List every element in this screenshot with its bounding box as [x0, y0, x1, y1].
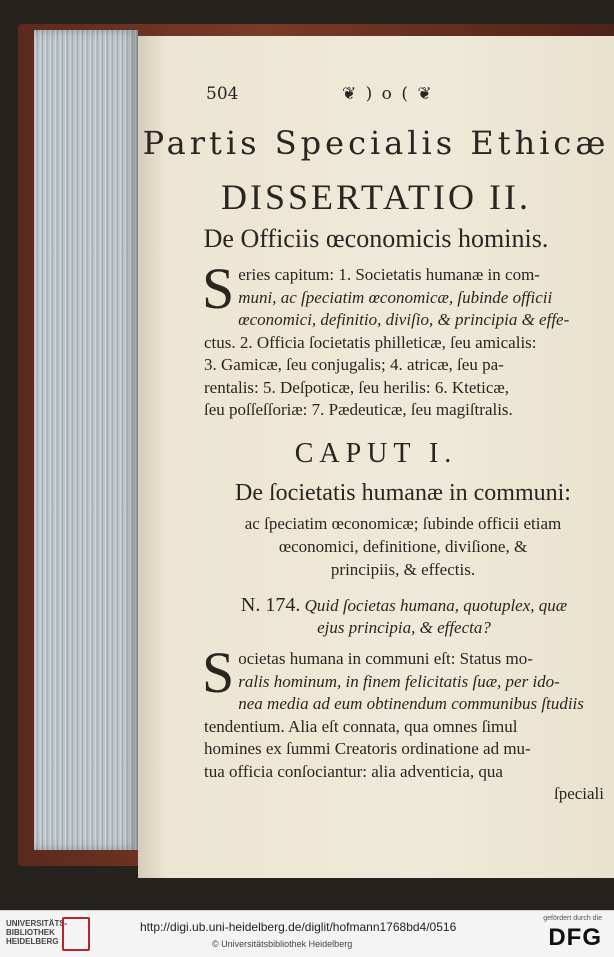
intro-line: muni, ac ſpeciatim œconomicæ, ſubinde officii	[238, 287, 553, 307]
body-line: homines ex ſummi Creatoris ordinatione ad mu-	[204, 739, 531, 758]
intro-line: rentalis: 5. Deſpoticæ, ſeu herilis: 6. Kteticæ,	[204, 377, 509, 397]
page-edges	[34, 30, 138, 850]
chapter-description-line: principiis, & effectis.	[330, 560, 476, 579]
header-ornament: ❦ ) o ( ❦	[342, 84, 434, 104]
body-line: ſpeciali	[553, 784, 604, 803]
body-line: ralis hominum, in finem felicitatis ſuæ, per ido-	[238, 671, 560, 691]
chapter-subtitle: De ſocietatis humanæ in communi:	[235, 480, 571, 506]
copyright-notice: © Universitätsbibliothek Heidelberg	[212, 939, 353, 949]
footer-bar	[0, 910, 614, 957]
heading-line-3: De Officiis œconomicis hominis.	[203, 224, 549, 253]
sponsor-caption: gefördert durch die	[543, 915, 602, 922]
permalink[interactable]: http://digi.ub.uni-heidelberg.de/diglit/hofmann1768bd4/0516	[140, 920, 457, 934]
intro-line: 3. Gamicæ, ſeu conjugalis; 4. atricæ, ſeu pa-	[204, 355, 504, 374]
body-line: ocietas humana in communi eſt: Status mo-	[238, 649, 533, 668]
logo-line: UNIVERSITÄTS-	[6, 919, 68, 928]
book-page	[138, 36, 614, 878]
logo-line: BIBLIOTHEK	[6, 928, 55, 937]
body-paragraph	[202, 640, 604, 806]
page-number: 504	[206, 84, 239, 104]
body-line: tua officia conſociantur: alia adventicia, qua	[204, 761, 503, 781]
heading-line-1: Partis Specialis Ethicæ	[142, 124, 610, 162]
intro-line: eries capitum: 1. Societatis humanæ in com-	[238, 265, 540, 284]
question-number: N. 174.	[240, 594, 301, 616]
logo-line: HEIDELBERG	[6, 937, 59, 946]
chapter-description-line: œconomici, definitione, diviſione, &	[278, 537, 528, 556]
library-seal-icon	[62, 917, 90, 951]
body-line: nea media ad eum obtinendum communibus ſtudiis	[238, 694, 584, 713]
intro-dropcap: S	[202, 256, 235, 321]
intro-line: ctus. 2. Officia ſocietatis philleticæ, ſeu amicalis:	[204, 332, 537, 352]
question-line: ejus principia, & effecta?	[317, 618, 491, 637]
intro-line: ſeu poſſeſſoriæ: 7. Pædeuticæ, ſeu magiſtralis.	[204, 400, 513, 419]
question-line: Quid ſocietas humana, quotuplex, quæ	[304, 596, 568, 615]
sponsor-logo[interactable]: DFG	[548, 924, 602, 951]
chapter-description-line: ac ſpeciatim œconomicæ; ſubinde officii etiam	[244, 514, 562, 533]
heading-line-2: DISSERTATIO II.	[221, 177, 531, 217]
body-dropcap: S	[202, 640, 235, 705]
intro-line: œconomici, definitio, diviſio, & principia & effe-	[238, 310, 570, 329]
chapter-description	[198, 512, 608, 581]
question-heading	[204, 594, 604, 639]
chapter-title: CAPUT I.	[294, 438, 458, 469]
intro-paragraph	[202, 256, 604, 422]
body-line: tendentium. Alia eſt connata, qua omnes ſimul	[204, 716, 518, 736]
